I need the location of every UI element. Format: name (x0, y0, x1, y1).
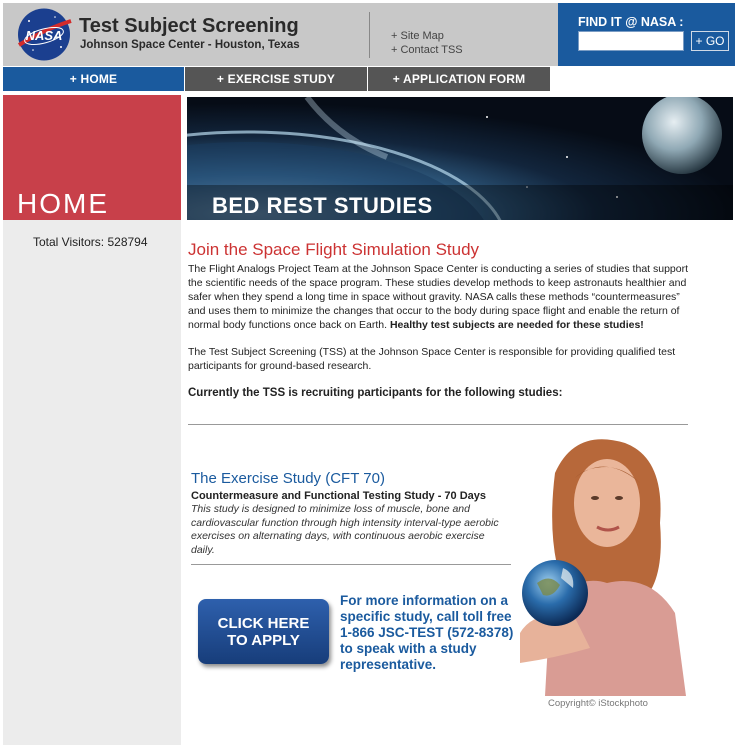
banner-title: BED REST STUDIES (212, 193, 433, 218)
study-title-link[interactable]: The Exercise Study (CFT 70) (191, 470, 385, 487)
apply-button-line2: TO APPLY (227, 631, 300, 649)
nav-application-form[interactable] (368, 67, 551, 91)
svg-text:NASA: NASA (25, 28, 63, 43)
sidebar (3, 95, 181, 745)
nav-application-label: + APPLICATION FORM (392, 72, 526, 86)
tss-paragraph: The Test Subject Screening (TSS) at the Johnson Space Center is responsible for providing qualified test participants for ground-based research. (188, 346, 676, 372)
apply-button[interactable] (198, 599, 329, 664)
intro-highlight: Healthy test subjects are needed for these studies! (389, 319, 644, 331)
nav-exercise-study[interactable] (185, 67, 368, 91)
study-description: This study is designed to minimize loss of muscle, bone and cardiovascular function through high intensity interval-type aerobic exercises on alternating days, with continuous aerobic exercise daily. (191, 503, 499, 556)
exercise-study-section (191, 470, 511, 557)
search-input[interactable] (578, 31, 684, 51)
intro-paragraph (188, 262, 688, 332)
study-divider (191, 564, 511, 565)
bed-rest-banner (187, 97, 733, 220)
nav-home-label: + HOME (69, 72, 118, 86)
site-subtitle: Johnson Space Center - Houston, Texas (80, 39, 300, 51)
go-button[interactable]: + GO (691, 31, 729, 51)
visitor-counter: Total Visitors: 528794 (33, 235, 148, 249)
nav-exercise-label: + EXERCISE STUDY (216, 72, 336, 86)
contact-tss-link[interactable]: + Contact TSS (391, 44, 463, 56)
site-title: Test Subject Screening (79, 15, 299, 37)
study-subtitle: Countermeasure and Functional Testing Study - 70 Days (191, 490, 487, 502)
nav-home[interactable] (3, 67, 185, 91)
main-nav (3, 67, 735, 91)
recruiting-heading: Currently the TSS is recruiting participants for the following studies: (188, 387, 563, 399)
home-section-label: HOME (17, 188, 109, 219)
nasa-logo-icon[interactable] (15, 7, 73, 62)
nav-spacer (551, 67, 735, 91)
intro-text: The Flight Analogs Project Team at the Johnson Space Center is conducting a series of studies that support the scientific needs of the space program. These studies develop methods to keep astronauts healthier and safer when they spend a long time in space without gravity. NASA calls these methods “countermeasures” and uses them to minimize the changes that occur to the body during space flight and enable the return of normal body functions once back on Earth. (188, 263, 689, 331)
site-map-link[interactable]: + Site Map (391, 30, 444, 42)
site-header (3, 3, 735, 66)
page-title: Join the Space Flight Simulation Study (188, 240, 480, 259)
woman-holding-earth-photo (515, 433, 686, 696)
header-divider (369, 12, 370, 58)
nasa-search (558, 3, 735, 66)
main-content (188, 240, 688, 399)
search-label: FIND IT @ NASA : (578, 15, 684, 29)
utility-links (391, 29, 463, 57)
contact-info: For more information on a specific study, call toll free 1-866 JSC-TEST (572-8378) to speak with a study representative. (340, 593, 514, 672)
photo-copyright: Copyright© iStockphoto (548, 698, 648, 709)
apply-button-line1: CLICK HERE (217, 614, 310, 632)
content-divider (188, 424, 688, 425)
home-section-block (3, 95, 181, 220)
